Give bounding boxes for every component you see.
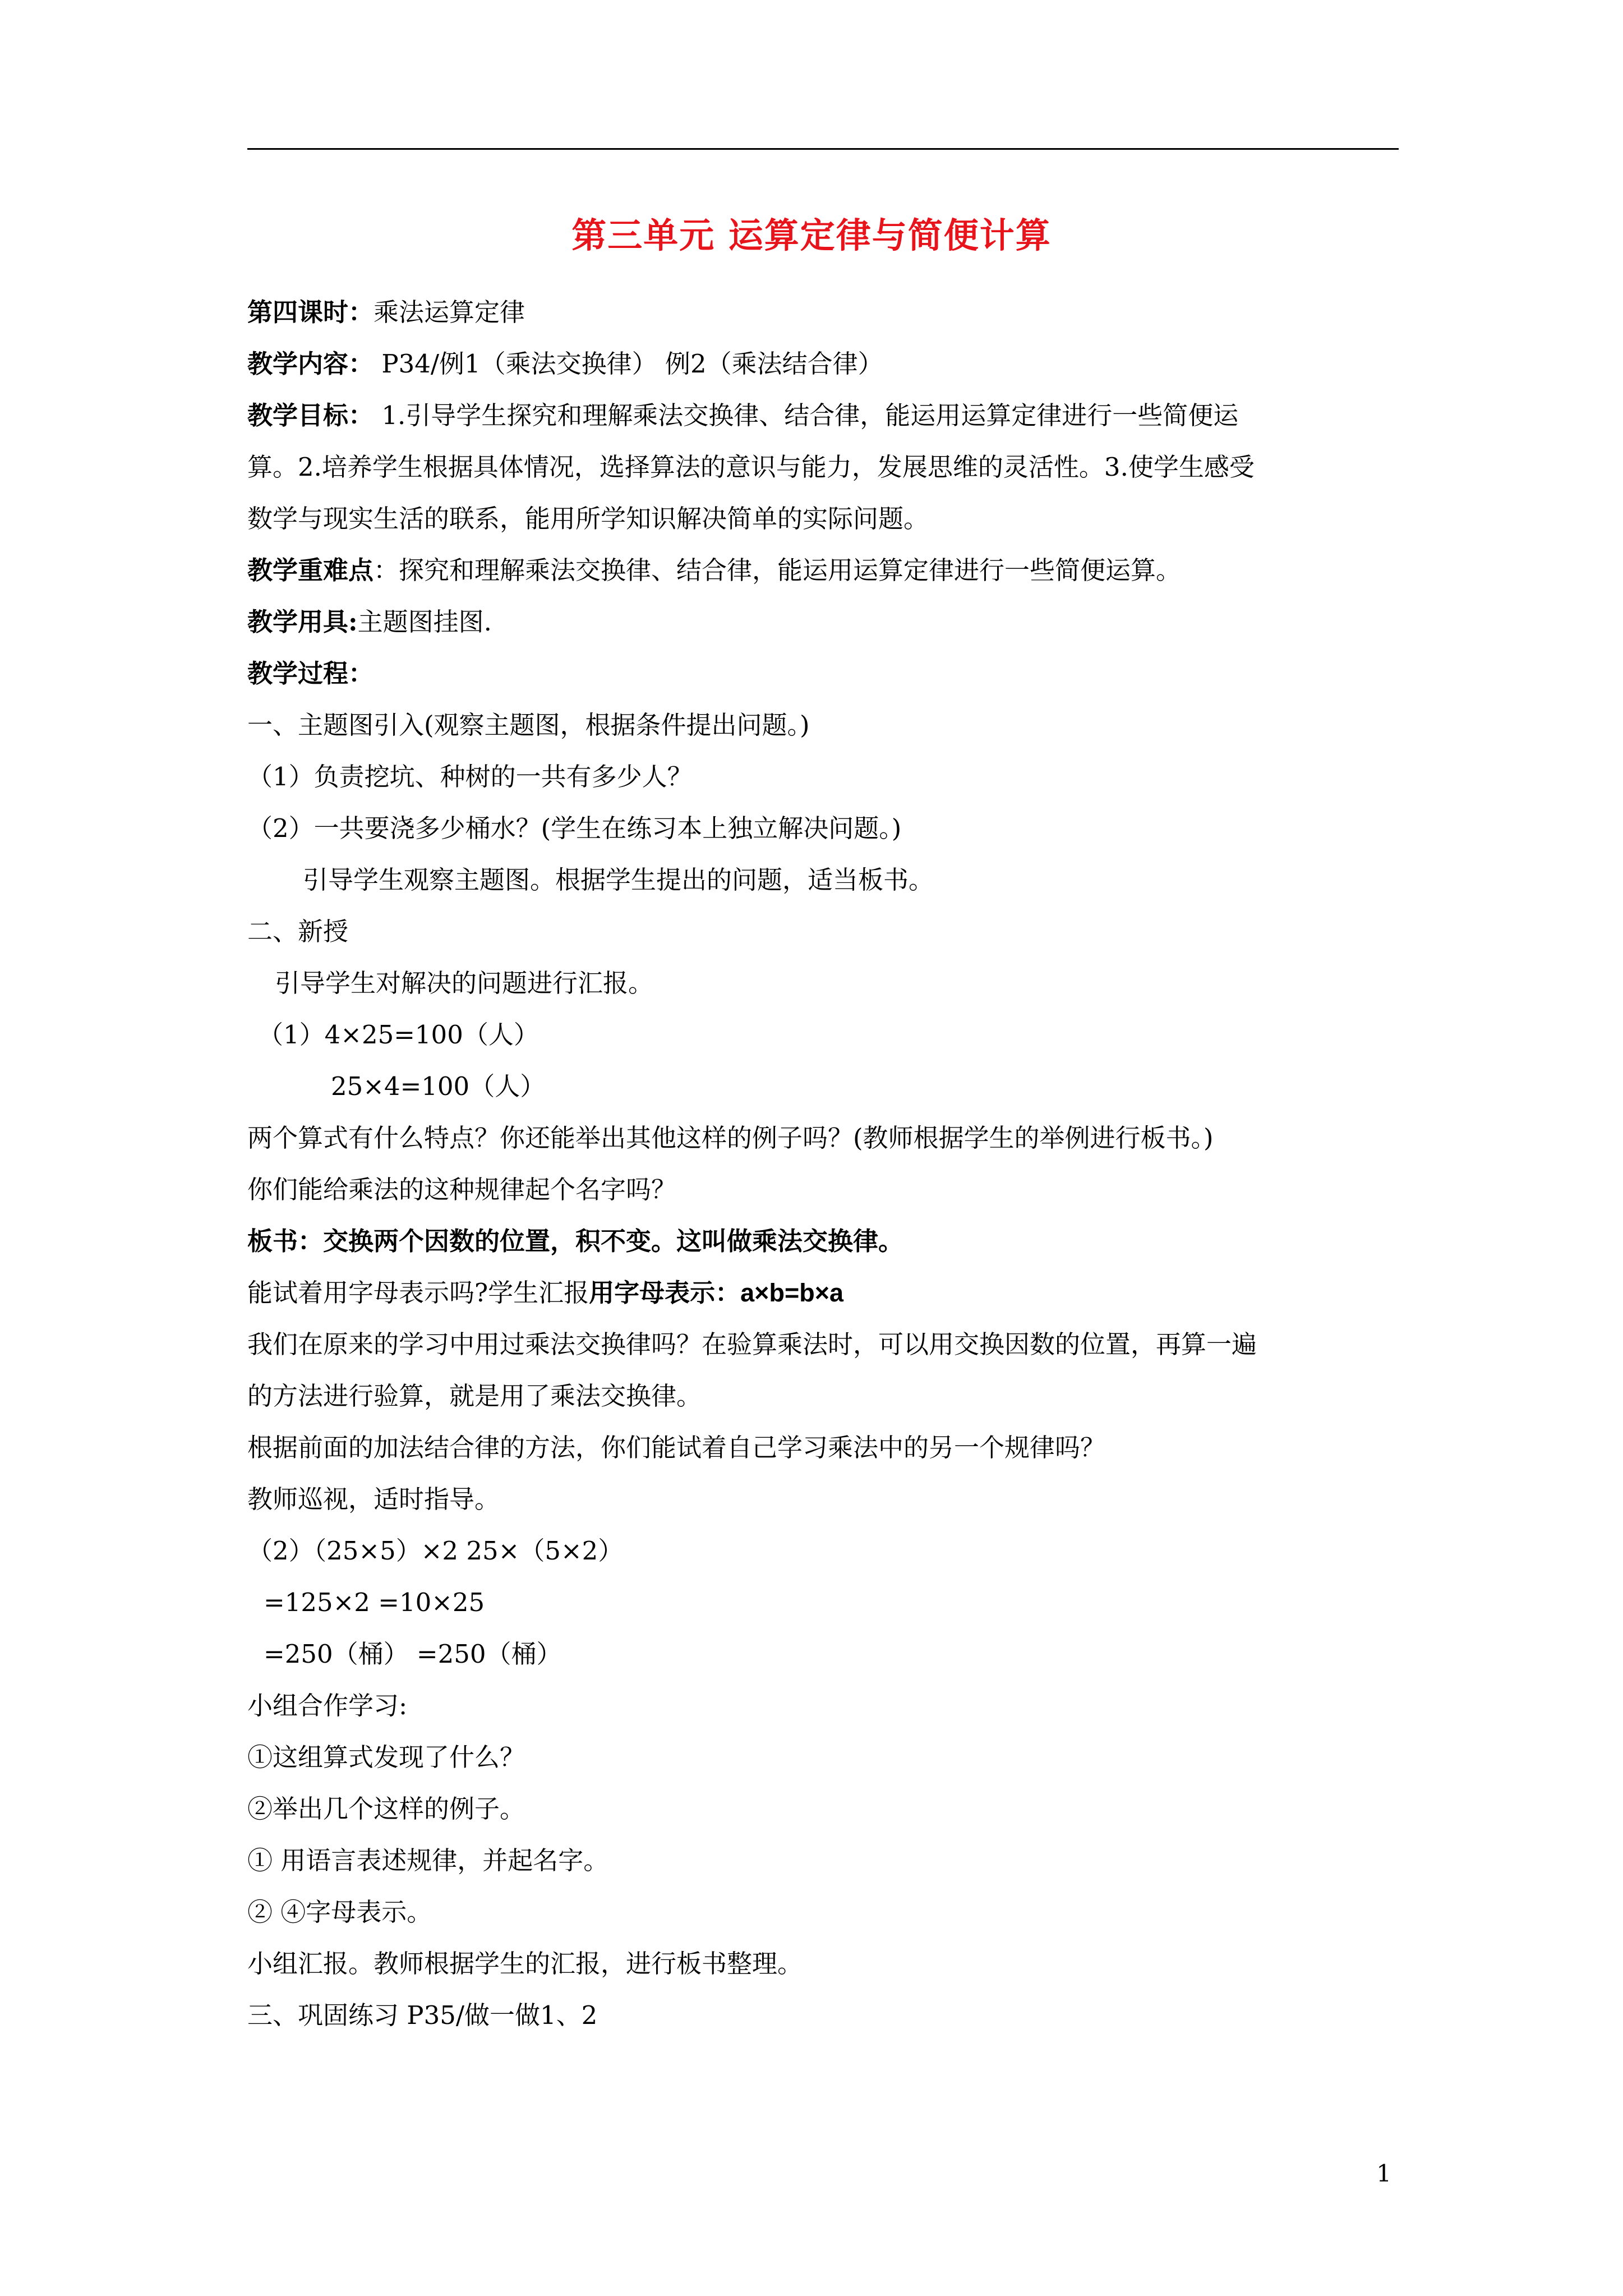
page-number: 1 xyxy=(1376,2160,1391,2187)
content-line xyxy=(247,344,1403,384)
goals-label: 教学目标： xyxy=(247,401,374,430)
text-line: 两个算式有什么特点？你还能举出其他这样的例子吗？(教师根据学生的举例进行板书。) xyxy=(247,1123,1214,1153)
letters-line xyxy=(247,1273,1403,1313)
text-line: =250（桶） =250（桶） xyxy=(264,1639,562,1669)
goals-line-2: 算。2.培养学生根据具体情况，选择算法的意识与能力，发展思维的灵活性。3.使学生感受 xyxy=(247,452,1255,482)
tools-line xyxy=(247,602,1403,642)
text-line: 你们能给乘法的这种规律起个名字吗？ xyxy=(247,1175,677,1204)
goals-line-3: 数学与现实生活的联系，能用所学知识解决简单的实际问题。 xyxy=(247,504,929,533)
text-line: 小组合作学习: xyxy=(247,1691,408,1720)
text-line: ① 用语言表述规律，并起名字。 xyxy=(247,1846,609,1875)
text-line: ② ④字母表示。 xyxy=(247,1897,432,1927)
text-line: 三、巩固练习 P35/做一做1、2 xyxy=(247,2000,598,2030)
key-points-label: 教学重难点 xyxy=(247,555,374,585)
goals-line-1 xyxy=(247,396,1403,435)
text-line: 的方法进行验算，就是用了乘法交换律。 xyxy=(247,1381,702,1411)
text-line: （1）负责挖坑、种树的一共有多少人？ xyxy=(247,762,693,792)
text-line: 引导学生对解决的问题进行汇报。 xyxy=(275,968,654,998)
text-line: 二、新授 xyxy=(247,917,349,946)
board-text: 板书：交换两个因数的位置，积不变。这叫做乘法交换律。 xyxy=(247,1226,904,1256)
text-line: 根据前面的加法结合律的方法，你们能试着自己学习乘法中的另一个规律吗？ xyxy=(247,1433,1106,1462)
content-label: 教学内容： xyxy=(247,349,374,379)
letters-formula: a×b=b×a xyxy=(740,1278,844,1307)
goals-text-1: 1.引导学生探究和理解乘法交换律、结合律，能运用运算定律进行一些简便运 xyxy=(374,401,1239,430)
tools-text: 主题图挂图. xyxy=(357,607,492,637)
lesson-label: 第四课时： xyxy=(247,297,374,327)
header-rule xyxy=(247,148,1399,150)
text-line: 小组汇报。教师根据学生的汇报，进行板书整理。 xyxy=(247,1949,803,1978)
key-points-text: ：探究和理解乘法交换律、结合律，能运用运算定律进行一些简便运算。 xyxy=(374,555,1182,585)
key-points-line xyxy=(247,551,1403,590)
text-line: =125×2 =10×25 xyxy=(264,1588,485,1617)
text-line: ②举出几个这样的例子。 xyxy=(247,1794,525,1824)
text-line: （2）（25×5）×2 25×（5×2） xyxy=(247,1536,624,1566)
text-line: （1）4×25=100（人） xyxy=(258,1020,539,1050)
letters-bold: 用字母表示： xyxy=(589,1278,741,1308)
text-line: ①这组算式发现了什么？ xyxy=(247,1742,525,1772)
lesson-text: 乘法运算定律 xyxy=(374,297,525,327)
process-label: 教学过程： xyxy=(247,659,374,688)
lesson-line xyxy=(247,293,1403,332)
text-line: 我们在原来的学习中用过乘法交换律吗？在验算乘法时，可以用交换因数的位置，再算一遍 xyxy=(247,1329,1257,1359)
letters-prefix: 能试着用字母表示吗?学生汇报 xyxy=(247,1278,589,1308)
text-line: （2）一共要浇多少桶水？(学生在练习本上独立解决问题。) xyxy=(247,813,902,843)
text-line: 引导学生观察主题图。根据学生提出的问题，适当板书。 xyxy=(303,865,934,895)
tools-label: 教学用具: xyxy=(247,607,358,637)
text-line: 一、主题图引入(观察主题图，根据条件提出问题。) xyxy=(247,710,810,740)
document-title: 第三单元 运算定律与简便计算 xyxy=(571,215,1052,256)
text-line: 教师巡视，适时指导。 xyxy=(247,1484,500,1514)
text-line: 25×4=100（人） xyxy=(331,1071,546,1101)
content-text: P34/例1（乘法交换律） 例2（乘法结合律） xyxy=(374,349,883,379)
